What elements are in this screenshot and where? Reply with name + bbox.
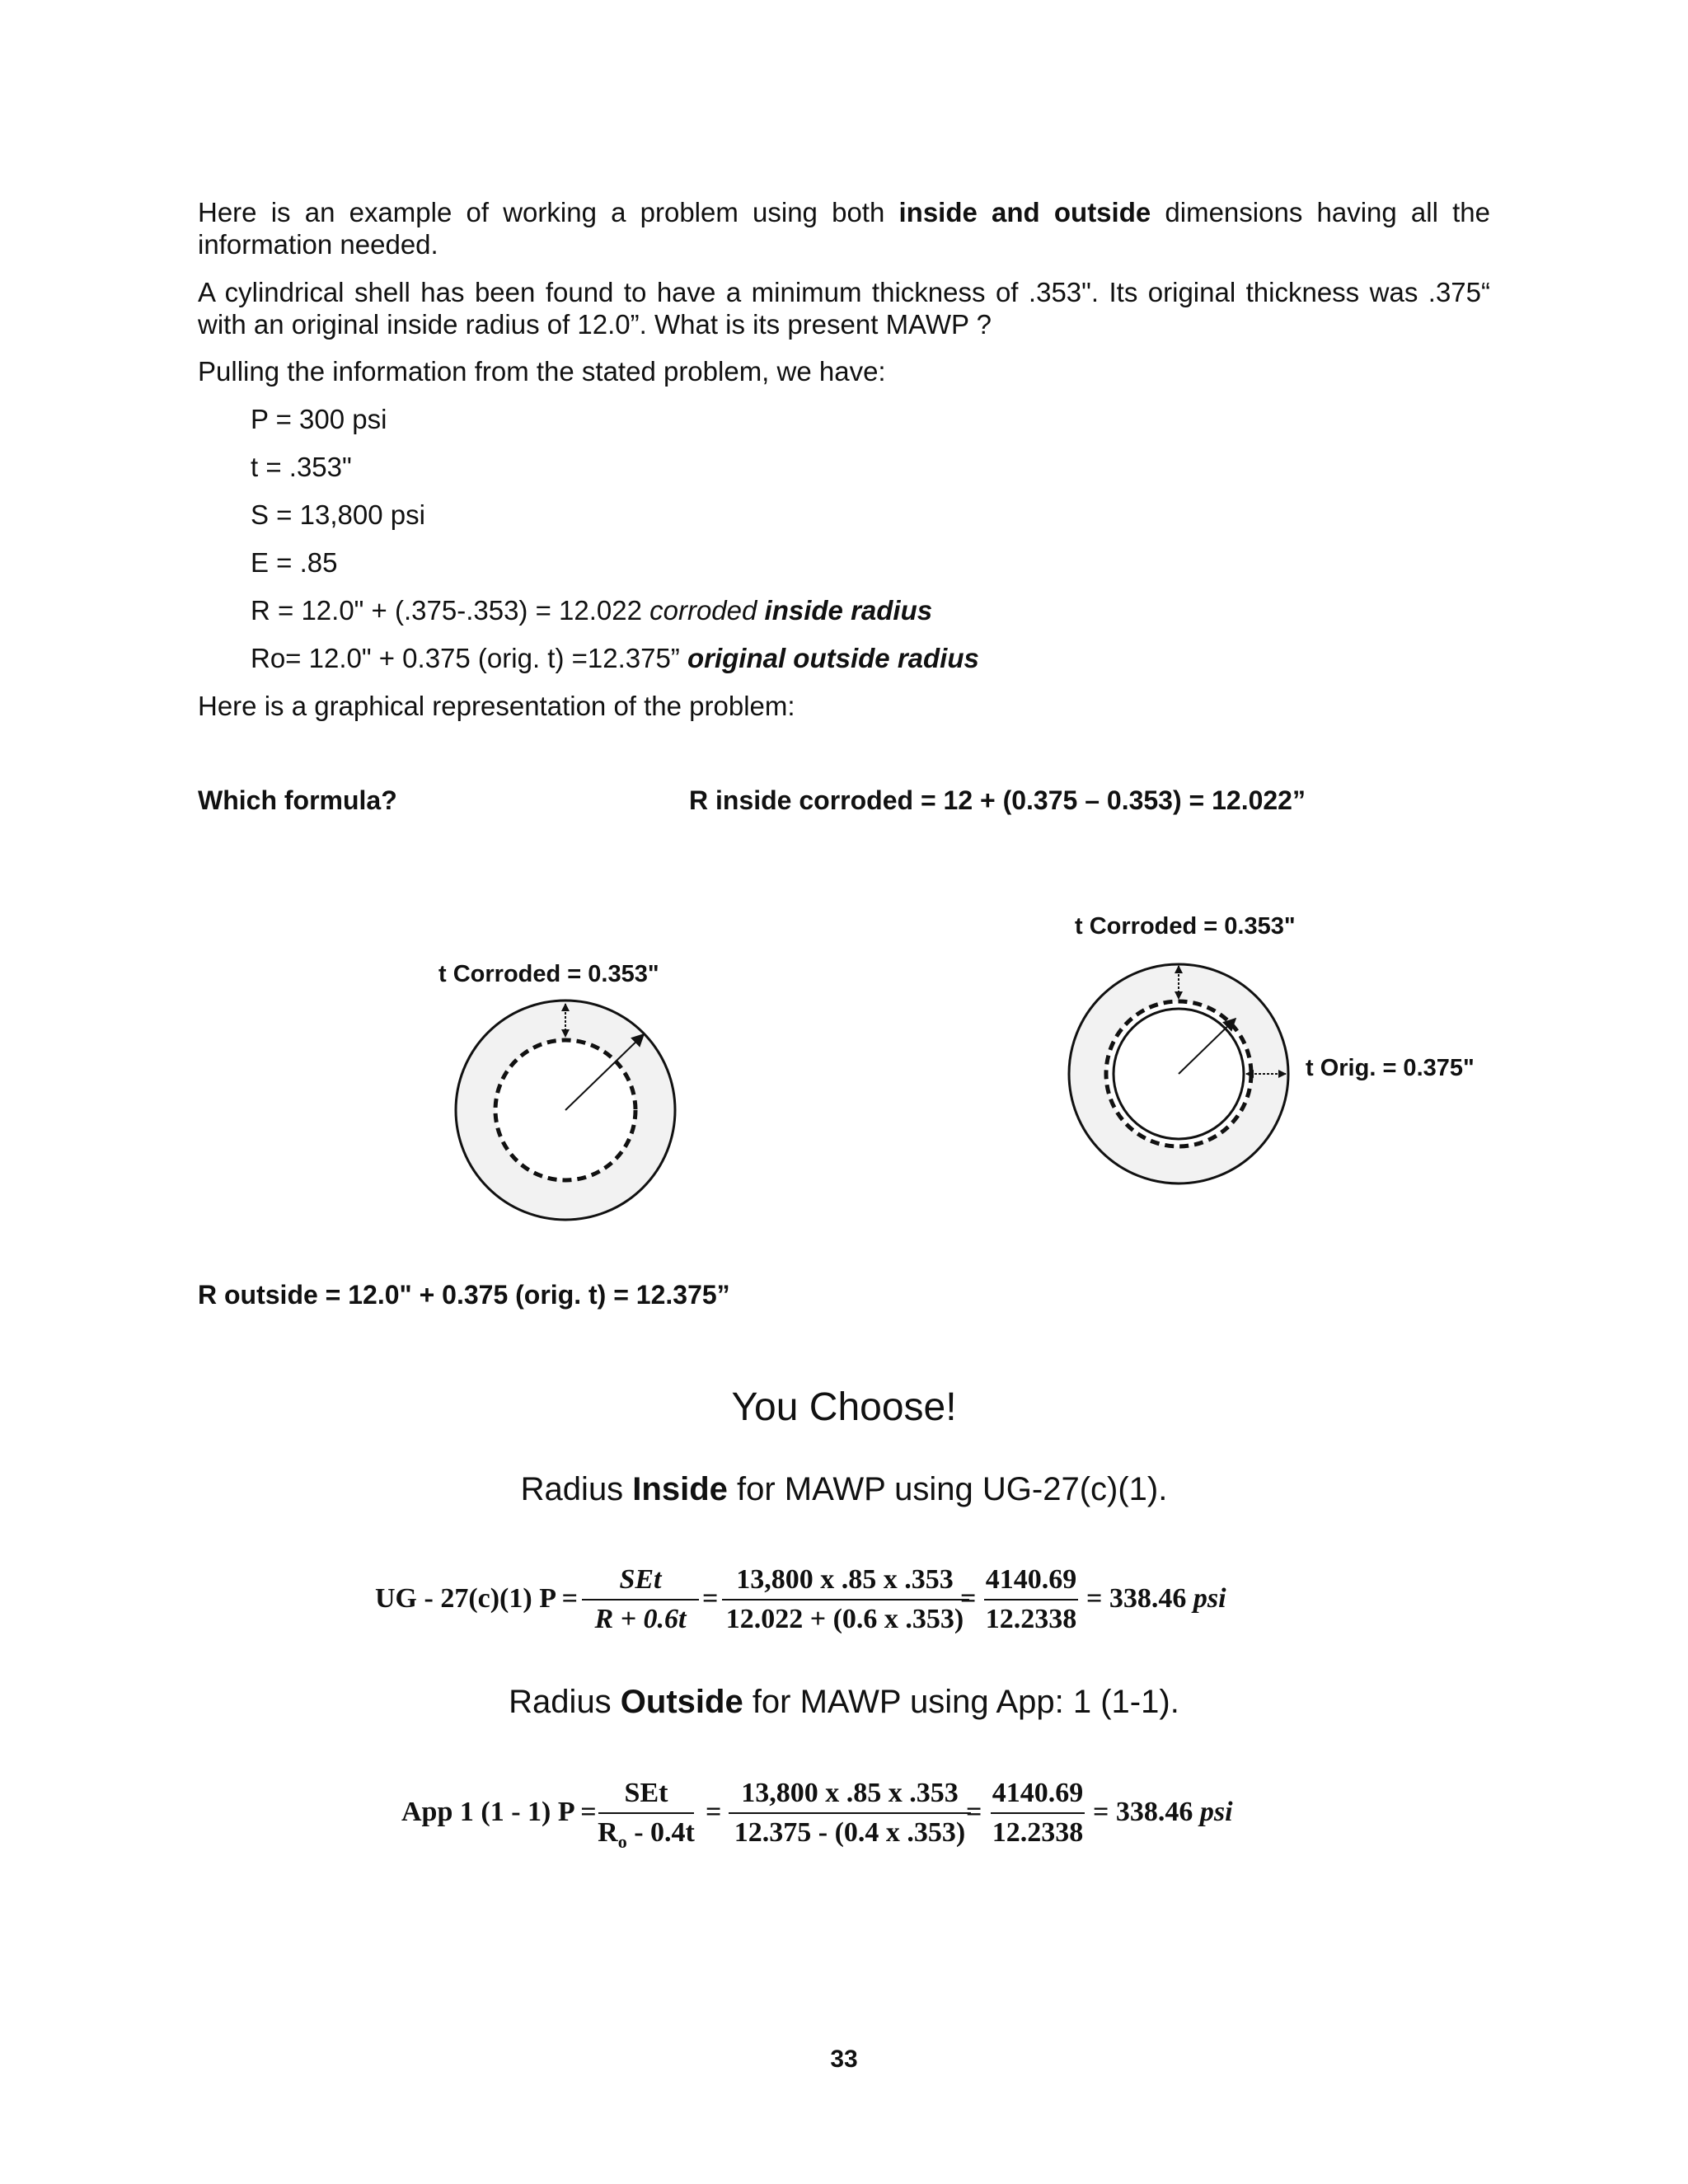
eq1-f3-denominator: 12.2338 bbox=[985, 1604, 1077, 1634]
eq2-f2-denominator: 12.375 - (0.4 x .353) bbox=[734, 1817, 966, 1848]
eq2-equals-2: = bbox=[966, 1797, 982, 1827]
eq2-f3-denominator: 12.2338 bbox=[992, 1817, 1084, 1848]
right-t-orig-label: t Orig. = 0.375" bbox=[1306, 1055, 1475, 1081]
r-outside-label: R outside = 12.0" + 0.375 (orig. t) = 12.375” bbox=[198, 1280, 730, 1310]
eq1-equals-2: = bbox=[960, 1583, 977, 1614]
right-shell-diagram bbox=[1069, 964, 1288, 1183]
left-shell-diagram bbox=[456, 1001, 675, 1220]
eq2-f2-numerator: 13,800 x .85 x .353 bbox=[741, 1778, 959, 1808]
you-choose-title: You Choose! bbox=[731, 1385, 957, 1429]
page-number: 33 bbox=[830, 2046, 858, 2073]
left-t-corroded-label: t Corroded = 0.353" bbox=[438, 961, 659, 987]
eq1-f2-denominator: 12.022 + (0.6 x .353) bbox=[725, 1604, 964, 1634]
eq1-f1-denominator: R + 0.6t bbox=[594, 1604, 687, 1634]
intro-paragraph-3: Pulling the information from the stated problem, we have: bbox=[198, 356, 886, 387]
intro-paragraph-2: A cylindrical shell has been found to have a minimum thickness of .353". Its original thickness was .375“ with an original inside radius of 12.0”. What is its present MAWP ? bbox=[198, 277, 1490, 340]
right-t-corroded-label: t Corroded = 0.353" bbox=[1075, 913, 1296, 940]
given-p: P = 300 psi bbox=[251, 404, 387, 434]
intro-paragraph-1: Here is an example of working a problem using both inside and outside dimensions having all the information needed. bbox=[198, 197, 1490, 260]
eq1-f1-bar bbox=[582, 1599, 699, 1601]
eq1-f3-bar bbox=[984, 1599, 1078, 1601]
eq1-result: = 338.46 psi bbox=[1086, 1583, 1226, 1614]
eq2-f1-numerator: SEt bbox=[624, 1778, 668, 1808]
eq2-result: = 338.46 psi bbox=[1093, 1797, 1233, 1827]
given-t: t = .353" bbox=[251, 452, 352, 482]
r-inside-corroded-label: R inside corroded = 12 + (0.375 – 0.353) = 12.022” bbox=[689, 785, 1306, 815]
eq1-label: UG - 27(c)(1) P = bbox=[375, 1583, 578, 1614]
eq1-f1-numerator: SEt bbox=[619, 1564, 662, 1595]
eq1-f3-numerator: 4140.69 bbox=[985, 1564, 1077, 1595]
eq1-f2-bar bbox=[722, 1599, 969, 1601]
given-ro: Ro= 12.0" + 0.375 (orig. t) =12.375” original outside radius bbox=[251, 643, 979, 673]
radius-outside-heading: Radius Outside for MAWP using App: 1 (1-1). bbox=[509, 1684, 1179, 1720]
eq2-f3-bar bbox=[991, 1812, 1085, 1814]
graphical-intro: Here is a graphical representation of the problem: bbox=[198, 691, 795, 721]
which-formula-label: Which formula? bbox=[198, 785, 397, 815]
eq2-f3-numerator: 4140.69 bbox=[992, 1778, 1084, 1808]
eq2-f1-denominator: $R_o - 0.4t$ bbox=[598, 1817, 695, 1852]
eq1-f2-numerator: 13,800 x .85 x .353 bbox=[736, 1564, 954, 1595]
given-r: R = 12.0" + (.375-.353) = 12.022 corroded inside radius bbox=[251, 595, 933, 626]
eq2-f2-bar bbox=[729, 1812, 971, 1814]
given-e: E = .85 bbox=[251, 547, 338, 578]
eq2-f1-bar bbox=[598, 1812, 694, 1814]
eq2-label: App 1 (1 - 1) P = bbox=[401, 1797, 597, 1827]
radius-inside-heading: Radius Inside for MAWP using UG-27(c)(1). bbox=[520, 1471, 1168, 1507]
given-s: S = 13,800 psi bbox=[251, 499, 425, 530]
eq2-equals-1: = bbox=[706, 1797, 722, 1827]
eq1-equals-1: = bbox=[702, 1583, 719, 1614]
